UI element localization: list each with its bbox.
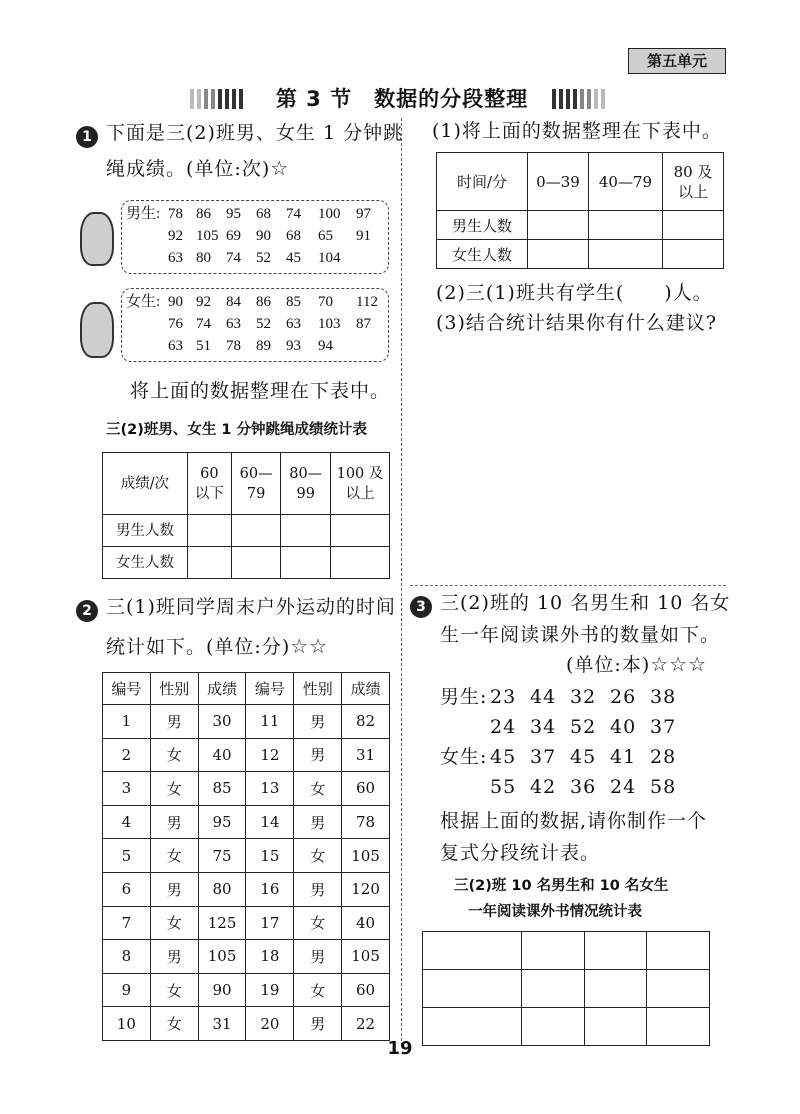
data-value: 112 <box>356 294 378 310</box>
q1-instruction: 将上面的数据整理在下表中。 <box>130 380 391 402</box>
data-value: 41 <box>610 746 637 768</box>
blank-cell[interactable] <box>584 932 647 970</box>
q2-sub1: (1)将上面的数据整理在下表中。 <box>432 120 722 142</box>
table-header-cell: 40—79 <box>588 153 662 211</box>
table-cell: 60 <box>342 973 390 1007</box>
table-cell: 8 <box>103 940 151 974</box>
table-header-cell: 成绩/次 <box>103 453 188 515</box>
data-value: 74 <box>226 250 241 266</box>
data-value: 89 <box>256 338 271 354</box>
data-value: 36 <box>570 776 597 798</box>
data-value: 87 <box>356 316 371 332</box>
table-cell: 女 <box>294 772 342 806</box>
q2-sub3: (3)结合统计结果你有什么建议? <box>436 312 718 334</box>
answer-cell[interactable] <box>281 547 331 579</box>
answer-cell[interactable] <box>588 211 662 240</box>
table-cell: 4 <box>103 805 151 839</box>
data-value: 86 <box>196 206 211 222</box>
answer-cell[interactable] <box>281 515 331 547</box>
girls-data-box <box>121 288 389 362</box>
data-value: 78 <box>226 338 241 354</box>
table-cell: 30 <box>198 705 246 739</box>
data-value: 52 <box>256 316 271 332</box>
column-divider <box>401 118 402 1046</box>
star-outline-icon: ☆☆ <box>290 634 329 658</box>
q1-line2-text: 绳成绩。(单位:次) <box>106 158 271 180</box>
data-value: 37 <box>650 716 677 738</box>
question-3-badge: 3 <box>410 596 432 618</box>
data-value: 52 <box>570 716 597 738</box>
boys-data-box <box>121 200 389 274</box>
data-value: 51 <box>196 338 211 354</box>
table-header-cell: 60— 79 <box>231 453 281 515</box>
data-value: 92 <box>168 228 183 244</box>
table-cell: 105 <box>198 940 246 974</box>
answer-cell[interactable] <box>188 515 232 547</box>
data-value: 52 <box>256 250 271 266</box>
data-value: 55 <box>490 776 517 798</box>
data-value: 68 <box>286 228 301 244</box>
data-value: 24 <box>490 716 517 738</box>
cartoon-character-icon <box>80 302 114 358</box>
data-value: 105 <box>196 228 219 244</box>
data-value: 45 <box>570 746 597 768</box>
answer-cell[interactable] <box>188 547 232 579</box>
blank-cell[interactable] <box>423 932 522 970</box>
q1-score-table <box>102 452 390 579</box>
table-cell: 85 <box>198 772 246 806</box>
data-value: 74 <box>196 316 211 332</box>
data-value: 91 <box>356 228 371 244</box>
q2-text-line1: 三(1)班同学周末户外运动的时间 <box>106 596 396 618</box>
answer-cell[interactable] <box>588 240 662 269</box>
table-cell: 女 <box>294 973 342 1007</box>
data-value: 86 <box>256 294 271 310</box>
table-cell: 男 <box>150 805 198 839</box>
table-cell: 男 <box>294 872 342 906</box>
q1-text-line2 <box>106 154 289 184</box>
table-header-cell: 成绩 <box>342 673 390 705</box>
blank-cell[interactable] <box>647 1008 710 1046</box>
table-header-cell: 性别 <box>150 673 198 705</box>
table-cell: 80 <box>198 872 246 906</box>
table-cell: 19 <box>246 973 294 1007</box>
table-cell: 17 <box>246 906 294 940</box>
table-cell: 105 <box>342 940 390 974</box>
table-cell: 11 <box>246 705 294 739</box>
answer-cell[interactable] <box>663 211 724 240</box>
table-cell: 女 <box>150 906 198 940</box>
q3-instruction-2: 复式分段统计表。 <box>440 842 601 864</box>
q1-table-caption: 三(2)班男、女生 1 分钟跳绳成绩统计表 <box>106 422 368 438</box>
star-outline-icon: ☆ <box>270 156 290 180</box>
q2-line2-text: 统计如下。(单位:分) <box>106 636 291 658</box>
table-cell: 男 <box>294 805 342 839</box>
girls-data-label: 女生: <box>126 294 161 310</box>
blank-cell[interactable] <box>522 970 585 1008</box>
unit-tag: 第五单元 <box>628 48 726 74</box>
table-cell: 16 <box>246 872 294 906</box>
table-cell: 13 <box>246 772 294 806</box>
answer-cell[interactable] <box>231 515 281 547</box>
blank-cell[interactable] <box>584 1008 647 1046</box>
table-cell: 5 <box>103 839 151 873</box>
table-header-cell: 60 以下 <box>188 453 232 515</box>
table-header-cell: 时间/分 <box>437 153 528 211</box>
q3-instruction-1: 根据上面的数据,请你制作一个 <box>440 810 708 832</box>
blank-cell[interactable] <box>423 970 522 1008</box>
data-value: 92 <box>196 294 211 310</box>
blank-cell[interactable] <box>522 932 585 970</box>
table-cell: 125 <box>198 906 246 940</box>
table-cell: 12 <box>246 738 294 772</box>
table-cell: 2 <box>103 738 151 772</box>
data-value: 26 <box>610 686 637 708</box>
q2-sub2: (2)三(1)班共有学生( )人。 <box>436 282 713 304</box>
table-cell: 女 <box>150 1007 198 1041</box>
table-cell: 40 <box>198 738 246 772</box>
table-cell: 1 <box>103 705 151 739</box>
answer-cell[interactable] <box>331 547 390 579</box>
table-cell: 75 <box>198 839 246 873</box>
data-value: 84 <box>226 294 241 310</box>
table-cell: 90 <box>198 973 246 1007</box>
data-value: 95 <box>226 206 241 222</box>
data-value: 38 <box>650 686 677 708</box>
star-outline-icon: ☆☆☆ <box>650 652 708 676</box>
blank-cell[interactable] <box>647 932 710 970</box>
row-label: 男生人数 <box>437 211 528 240</box>
data-value: 40 <box>610 716 637 738</box>
data-value: 69 <box>226 228 241 244</box>
data-value: 63 <box>286 316 301 332</box>
section-divider <box>410 585 726 586</box>
data-value: 32 <box>570 686 597 708</box>
data-value: 74 <box>286 206 301 222</box>
table-cell: 女 <box>150 772 198 806</box>
data-value: 58 <box>650 776 677 798</box>
row-label: 女生人数 <box>103 547 188 579</box>
answer-cell[interactable] <box>331 515 390 547</box>
data-value: 63 <box>168 250 183 266</box>
question-1-badge: 1 <box>76 126 98 148</box>
answer-cell[interactable] <box>528 211 589 240</box>
data-value: 70 <box>318 294 333 310</box>
answer-cell[interactable] <box>231 547 281 579</box>
table-header-cell: 编号 <box>246 673 294 705</box>
table-cell: 60 <box>342 772 390 806</box>
table-cell: 女 <box>150 839 198 873</box>
section-header <box>0 84 800 116</box>
table-header-cell: 编号 <box>103 673 151 705</box>
table-header-cell: 80 及 以上 <box>663 153 724 211</box>
q3-unit: (单位:本) <box>566 654 651 676</box>
page-number: 19 <box>387 1038 413 1059</box>
table-cell: 22 <box>342 1007 390 1041</box>
title-stripes-left <box>190 89 243 109</box>
table-cell: 男 <box>294 940 342 974</box>
table-cell: 31 <box>198 1007 246 1041</box>
table-cell: 男 <box>150 872 198 906</box>
section-title: 第 3 节 数据的分段整理 <box>275 87 529 111</box>
table-cell: 男 <box>294 1007 342 1041</box>
table-cell: 6 <box>103 872 151 906</box>
blank-cell[interactable] <box>647 970 710 1008</box>
q2-sub1-table <box>436 152 724 269</box>
table-cell: 女 <box>294 906 342 940</box>
table-header-cell: 成绩 <box>198 673 246 705</box>
data-value: 80 <box>196 250 211 266</box>
table-cell: 18 <box>246 940 294 974</box>
data-value: 63 <box>226 316 241 332</box>
table-cell: 7 <box>103 906 151 940</box>
table-cell: 15 <box>246 839 294 873</box>
data-value: 100 <box>318 206 341 222</box>
table-cell: 女 <box>150 973 198 1007</box>
q3-text-line2: 生一年阅读课外书的数量如下。 <box>440 624 721 646</box>
answer-cell[interactable] <box>528 240 589 269</box>
data-value: 23 <box>490 686 517 708</box>
table-cell: 14 <box>246 805 294 839</box>
data-value: 42 <box>530 776 557 798</box>
q2-data-table <box>102 672 390 1041</box>
table-cell: 男 <box>150 705 198 739</box>
data-value: 97 <box>356 206 371 222</box>
table-cell: 女 <box>294 839 342 873</box>
data-value: 104 <box>318 250 341 266</box>
title-stripes-right <box>552 89 605 109</box>
data-value: 28 <box>650 746 677 768</box>
data-value: 45 <box>286 250 301 266</box>
table-cell: 20 <box>246 1007 294 1041</box>
q3-blank-table <box>422 931 710 1046</box>
data-value: 34 <box>530 716 557 738</box>
blank-cell[interactable] <box>522 1008 585 1046</box>
q3-unit-line <box>566 650 707 680</box>
table-header-cell: 80— 99 <box>281 453 331 515</box>
table-cell: 82 <box>342 705 390 739</box>
table-cell: 31 <box>342 738 390 772</box>
table-cell: 男 <box>294 705 342 739</box>
question-2-badge: 2 <box>76 600 98 622</box>
table-header-cell: 0—39 <box>528 153 589 211</box>
boys-data-label: 男生: <box>126 206 161 222</box>
data-value: 44 <box>530 686 557 708</box>
table-header-cell: 性别 <box>294 673 342 705</box>
cartoon-character-icon <box>80 212 114 266</box>
table-cell: 3 <box>103 772 151 806</box>
q3-girls-label: 女生: <box>440 746 488 768</box>
blank-cell[interactable] <box>584 970 647 1008</box>
data-value: 76 <box>168 316 183 332</box>
table-cell: 120 <box>342 872 390 906</box>
table-cell: 9 <box>103 973 151 1007</box>
data-value: 90 <box>256 228 271 244</box>
answer-cell[interactable] <box>663 240 724 269</box>
q3-text-line1: 三(2)班的 10 名男生和 10 名女 <box>440 592 731 614</box>
q2-text-line2 <box>106 632 328 662</box>
table-cell: 男 <box>294 738 342 772</box>
table-cell: 95 <box>198 805 246 839</box>
data-value: 63 <box>168 338 183 354</box>
data-value: 85 <box>286 294 301 310</box>
data-value: 103 <box>318 316 341 332</box>
q1-text-line1: 下面是三(2)班男、女生 1 分钟跳 <box>106 122 404 144</box>
q3-boys-label: 男生: <box>440 686 488 708</box>
table-cell: 105 <box>342 839 390 873</box>
table-cell: 女 <box>150 738 198 772</box>
data-value: 65 <box>318 228 333 244</box>
data-value: 78 <box>168 206 183 222</box>
data-value: 93 <box>286 338 301 354</box>
q3-caption-1: 三(2)班 10 名男生和 10 名女生 <box>454 878 669 894</box>
table-cell: 40 <box>342 906 390 940</box>
table-header-cell: 100 及 以上 <box>331 453 390 515</box>
row-label: 男生人数 <box>103 515 188 547</box>
data-value: 68 <box>256 206 271 222</box>
row-label: 女生人数 <box>437 240 528 269</box>
table-cell: 10 <box>103 1007 151 1041</box>
data-value: 24 <box>610 776 637 798</box>
blank-cell[interactable] <box>423 1008 522 1046</box>
table-cell: 男 <box>150 940 198 974</box>
data-value: 37 <box>530 746 557 768</box>
data-value: 90 <box>168 294 183 310</box>
q3-caption-2: 一年阅读课外书情况统计表 <box>468 904 642 920</box>
data-value: 94 <box>318 338 333 354</box>
table-cell: 78 <box>342 805 390 839</box>
data-value: 45 <box>490 746 517 768</box>
